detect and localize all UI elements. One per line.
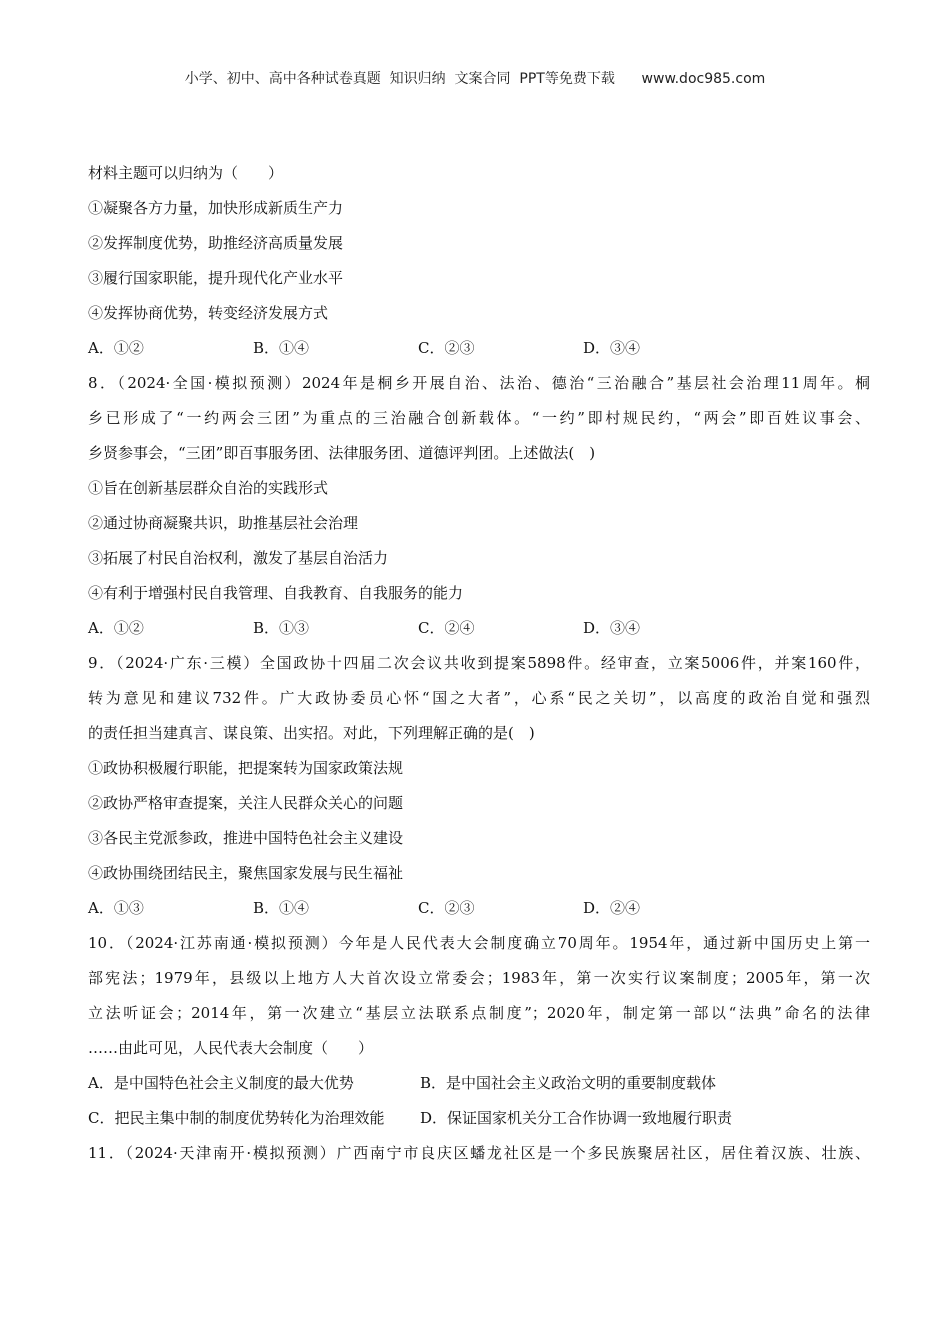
q8-option-b: B．①③ (253, 619, 310, 637)
q7-item-2: ②发挥制度优势，助推经济高质量发展 (88, 234, 344, 252)
q8-item-2: ②通过协商凝聚共识，助推基层社会治理 (88, 514, 359, 532)
q9-item-2: ②政协严格审查提案，关注人民群众关心的问题 (88, 794, 404, 812)
q10-option-c: C．把民主集中制的制度优势转化为治理效能 (88, 1109, 385, 1127)
q7-option-d: D．③④ (583, 339, 641, 357)
q9-option-a: A．①③ (88, 899, 144, 917)
q9-line-1: 9．（2024·广东·三模）全国政协十四届二次会议共收到提案5898件。经审查，立案5006件，并案160件， (88, 654, 870, 672)
q11-line-1: 11．（2024·天津南开·模拟预测）广西南宁市良庆区蟠龙社区是一个多民族聚居社区，居住着汉族、壮族、 (88, 1144, 870, 1162)
q10-line-4: ……由此可见，人民代表大会制度（ ） (88, 1039, 374, 1057)
q7-option-c: C．②③ (418, 339, 475, 357)
q7-options (88, 331, 870, 366)
q8-item-3: ③拓展了村民自治权利，激发了基层自治活力 (88, 549, 389, 567)
q9-line-3: 的责任担当建真言、谋良策、出实招。对此，下列理解正确的是( ) (88, 724, 535, 742)
q8-options (88, 611, 870, 646)
q7-item-1: ①凝聚各方力量，加快形成新质生产力 (88, 199, 344, 217)
q8-option-a: A．①② (88, 619, 144, 637)
q10-option-b: B．是中国社会主义政治文明的重要制度载体 (420, 1074, 717, 1092)
q9-option-b: B．①④ (253, 899, 310, 917)
q9-line-2: 转为意见和建议732件。广大政协委员心怀“国之大者”，心系“民之关切”，以高度的政治自觉和强烈 (88, 689, 870, 707)
q10-option-a: A．是中国特色社会主义制度的最大优势 (88, 1074, 354, 1092)
q7-option-b: B．①④ (253, 339, 310, 357)
q10-line-1: 10．（2024·江苏南通·模拟预测）今年是人民代表大会制度确立70周年。1954年，通过新中国历史上第一 (88, 934, 870, 952)
q9-item-1: ①政协积极履行职能，把提案转为国家政策法规 (88, 759, 404, 777)
q9-options (88, 891, 870, 926)
q9-option-c: C．②③ (418, 899, 475, 917)
q9-option-d: D．②④ (583, 899, 641, 917)
q7-option-a: A．①② (88, 339, 144, 357)
q10-line-2: 部宪法；1979年，县级以上地方人大首次设立常委会；1983年，第一次实行议案制度；2005年，第一次 (88, 969, 870, 987)
q9-item-4: ④政协围绕团结民主，聚焦国家发展与民生福祉 (88, 864, 404, 882)
q10-options-row-2 (88, 1101, 870, 1136)
question-content (88, 156, 870, 1171)
q8-item-4: ④有利于增强村民自我管理、自我教育、自我服务的能力 (88, 584, 464, 602)
q10-options-row-1 (88, 1066, 870, 1101)
q10-line-3: 立法听证会；2014年，第一次建立“基层立法联系点制度”；2020年，制定第一部以“法典”命名的法律 (88, 1004, 870, 1022)
q9-item-3: ③各民主党派参政，推进中国特色社会主义建设 (88, 829, 404, 847)
q8-item-1: ①旨在创新基层群众自治的实践形式 (88, 479, 329, 497)
q10-option-d: D．保证国家机关分工合作协调一致地履行职责 (420, 1109, 733, 1127)
page-header: 小学、初中、高中各种试卷真题 知识归纳 文案合同 PPT等免费下载 www.doc985.com (184, 71, 766, 87)
q7-stem: 材料主题可以归纳为（ ） (88, 164, 284, 182)
q8-line-1: 8．（2024·全国·模拟预测）2024年是桐乡开展自治、法治、德治“三治融合”基层社会治理11周年。桐 (88, 374, 870, 392)
q8-line-3: 乡贤参事会，“三团”即百事服务团、法律服务团、道德评判团。上述做法( ) (88, 444, 596, 462)
q8-line-2: 乡已形成了“一约两会三团”为重点的三治融合创新载体。“一约”即村规民约，“两会”即百姓议事会、 (88, 409, 870, 427)
q8-option-c: C．②④ (418, 619, 475, 637)
q7-item-4: ④发挥协商优势，转变经济发展方式 (88, 304, 329, 322)
q7-item-3: ③履行国家职能，提升现代化产业水平 (88, 269, 344, 287)
q8-option-d: D．③④ (583, 619, 641, 637)
